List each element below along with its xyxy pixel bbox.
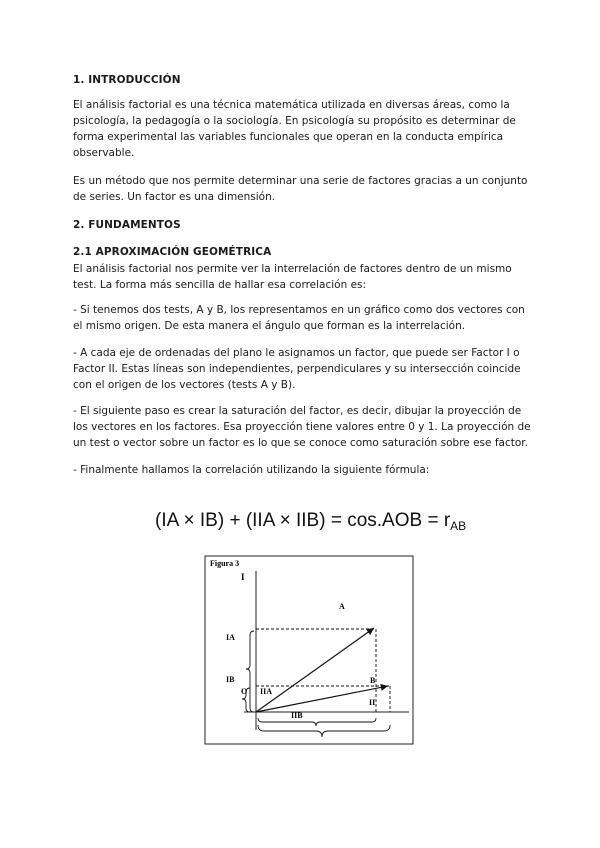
vector-A (256, 628, 374, 712)
factor-diagram (204, 555, 414, 745)
formula-main: (IA × IB) + (IIA × IIB) = cos.AOB = r (155, 510, 451, 531)
fundamentos-paragraph-4: - El siguiente paso es crear la saturación del factor, es decir, dibujar la proyección de los vectores en los factores. Esa proyección tiene valores entre 0 y 1. La proyección de un test o vector sobre un factor es lo que se conoce como saturación sobre ese factor. (73, 405, 531, 449)
fundamentos-heading: 2. FUNDAMENTOS (73, 219, 181, 231)
label-B: B (370, 676, 376, 685)
fundamentos-paragraph-1: El análisis factorial nos permite ver la interrelación de factores dentro de un mismo test. La forma más sencilla de hallar esa correlación es: (73, 263, 512, 291)
fundamentos-paragraph-3: - A cada eje de ordenadas del plano le asignamos un factor, que puede ser Factor I o Factor II. Estas líneas son independientes, perpendiculares y su intersección coincide con el origen de los vectores (tests A y B). (73, 347, 521, 391)
brace-IIB (258, 725, 390, 737)
figure-frame (205, 556, 413, 744)
correlation-formula (155, 510, 466, 532)
intro-paragraph-2: Es un método que nos permite determinar una serie de factores gracias a un conjunto de series. Un factor es una dimensión. (73, 175, 528, 203)
fundamentos-paragraph-5: - Finalmente hallamos la correlación utilizando la siguiente fórmula: (73, 464, 430, 476)
label-IB: IB (226, 675, 235, 684)
intro-heading: 1. INTRODUCCIÓN (73, 74, 181, 86)
fundamentos-paragraph-2: - Si tenemos dos tests, A y B, los representamos en un gráfico como dos vectores con el mismo origen. De esta manera el ángulo que forman es la interrelación. (73, 304, 525, 332)
formula-subscript: AB (450, 519, 467, 533)
geometric-approach-heading: 2.1 APROXIMACIÓN GEOMÉTRICA (73, 246, 272, 258)
label-O: O (241, 687, 248, 696)
axis-I-label: I (241, 572, 245, 582)
intro-paragraph-1: El análisis factorial es una técnica matemática utilizada en diversas áreas, como la psicología, la pedagogía o la sociología. En psicología su propósito es determinar de forma experimental las variables funcionales que operan en la conducta empírica observable. (73, 99, 516, 159)
label-A: A (339, 602, 345, 611)
label-IIB: IIB (291, 711, 303, 720)
brace-IA (246, 631, 254, 712)
label-IA: IA (226, 633, 235, 642)
label-IIA: IIA (260, 687, 273, 696)
brace-IIA (258, 718, 376, 726)
figure-caption: Figura 3 (210, 559, 240, 568)
label-II: II (369, 698, 376, 707)
